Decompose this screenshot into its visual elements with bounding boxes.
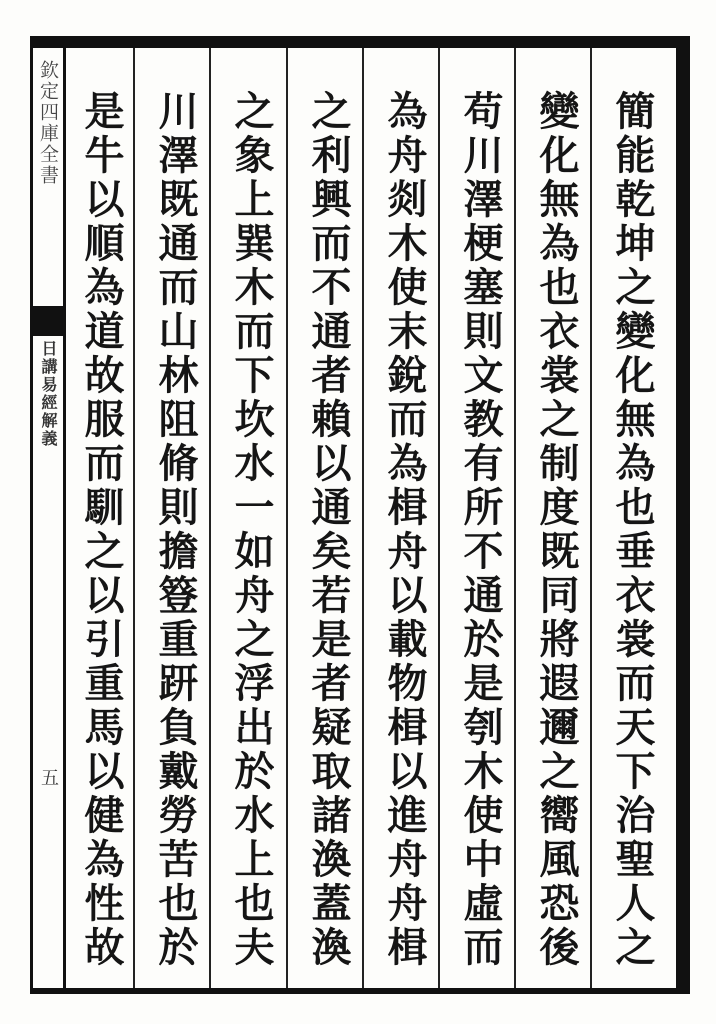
column-rule [209,48,211,988]
margin-book-title: 欽定四庫全書 [37,60,59,186]
text-column-2: 變化無為也衣裳之制度既同將遐邇之嚮風恐後 [533,90,580,970]
column-rule [438,48,440,988]
column-rule [514,48,516,988]
frame-top-border [30,36,690,48]
frame-right-border [676,36,690,994]
text-column-5: 之利興而不通者賴以通矣若是者疑取諸渙蓋渙 [305,90,352,970]
text-column-6: 之象上巽木而下坎水一如舟之浮出於水上也夫 [228,90,275,970]
text-column-7: 川澤既通而山林阻脩則擔簦重趼負戴勞苦也於 [152,90,199,970]
margin-strip-rule [63,48,66,988]
column-rule [362,48,364,988]
margin-folio-number: 五 [38,768,59,788]
margin-volume-title: 日講易經解義 [39,340,58,448]
fish-tail-mark [33,306,63,336]
margin-strip [33,48,63,988]
column-rule [590,48,592,988]
frame-bottom-border [30,988,690,994]
text-column-1: 簡能乾坤之變化無為也垂衣裳而天下治聖人之 [609,90,656,970]
text-column-4: 為舟剡木使末銳而為楫舟以載物楫以進舟舟楫 [381,90,428,970]
column-rule [133,48,135,988]
text-column-8: 是牛以順為道故服而馴之以引重馬以健為性故 [78,90,125,970]
text-column-3: 苟川澤梗塞則文教有所不通於是刳木使中虛而 [457,90,504,970]
column-rule [286,48,288,988]
